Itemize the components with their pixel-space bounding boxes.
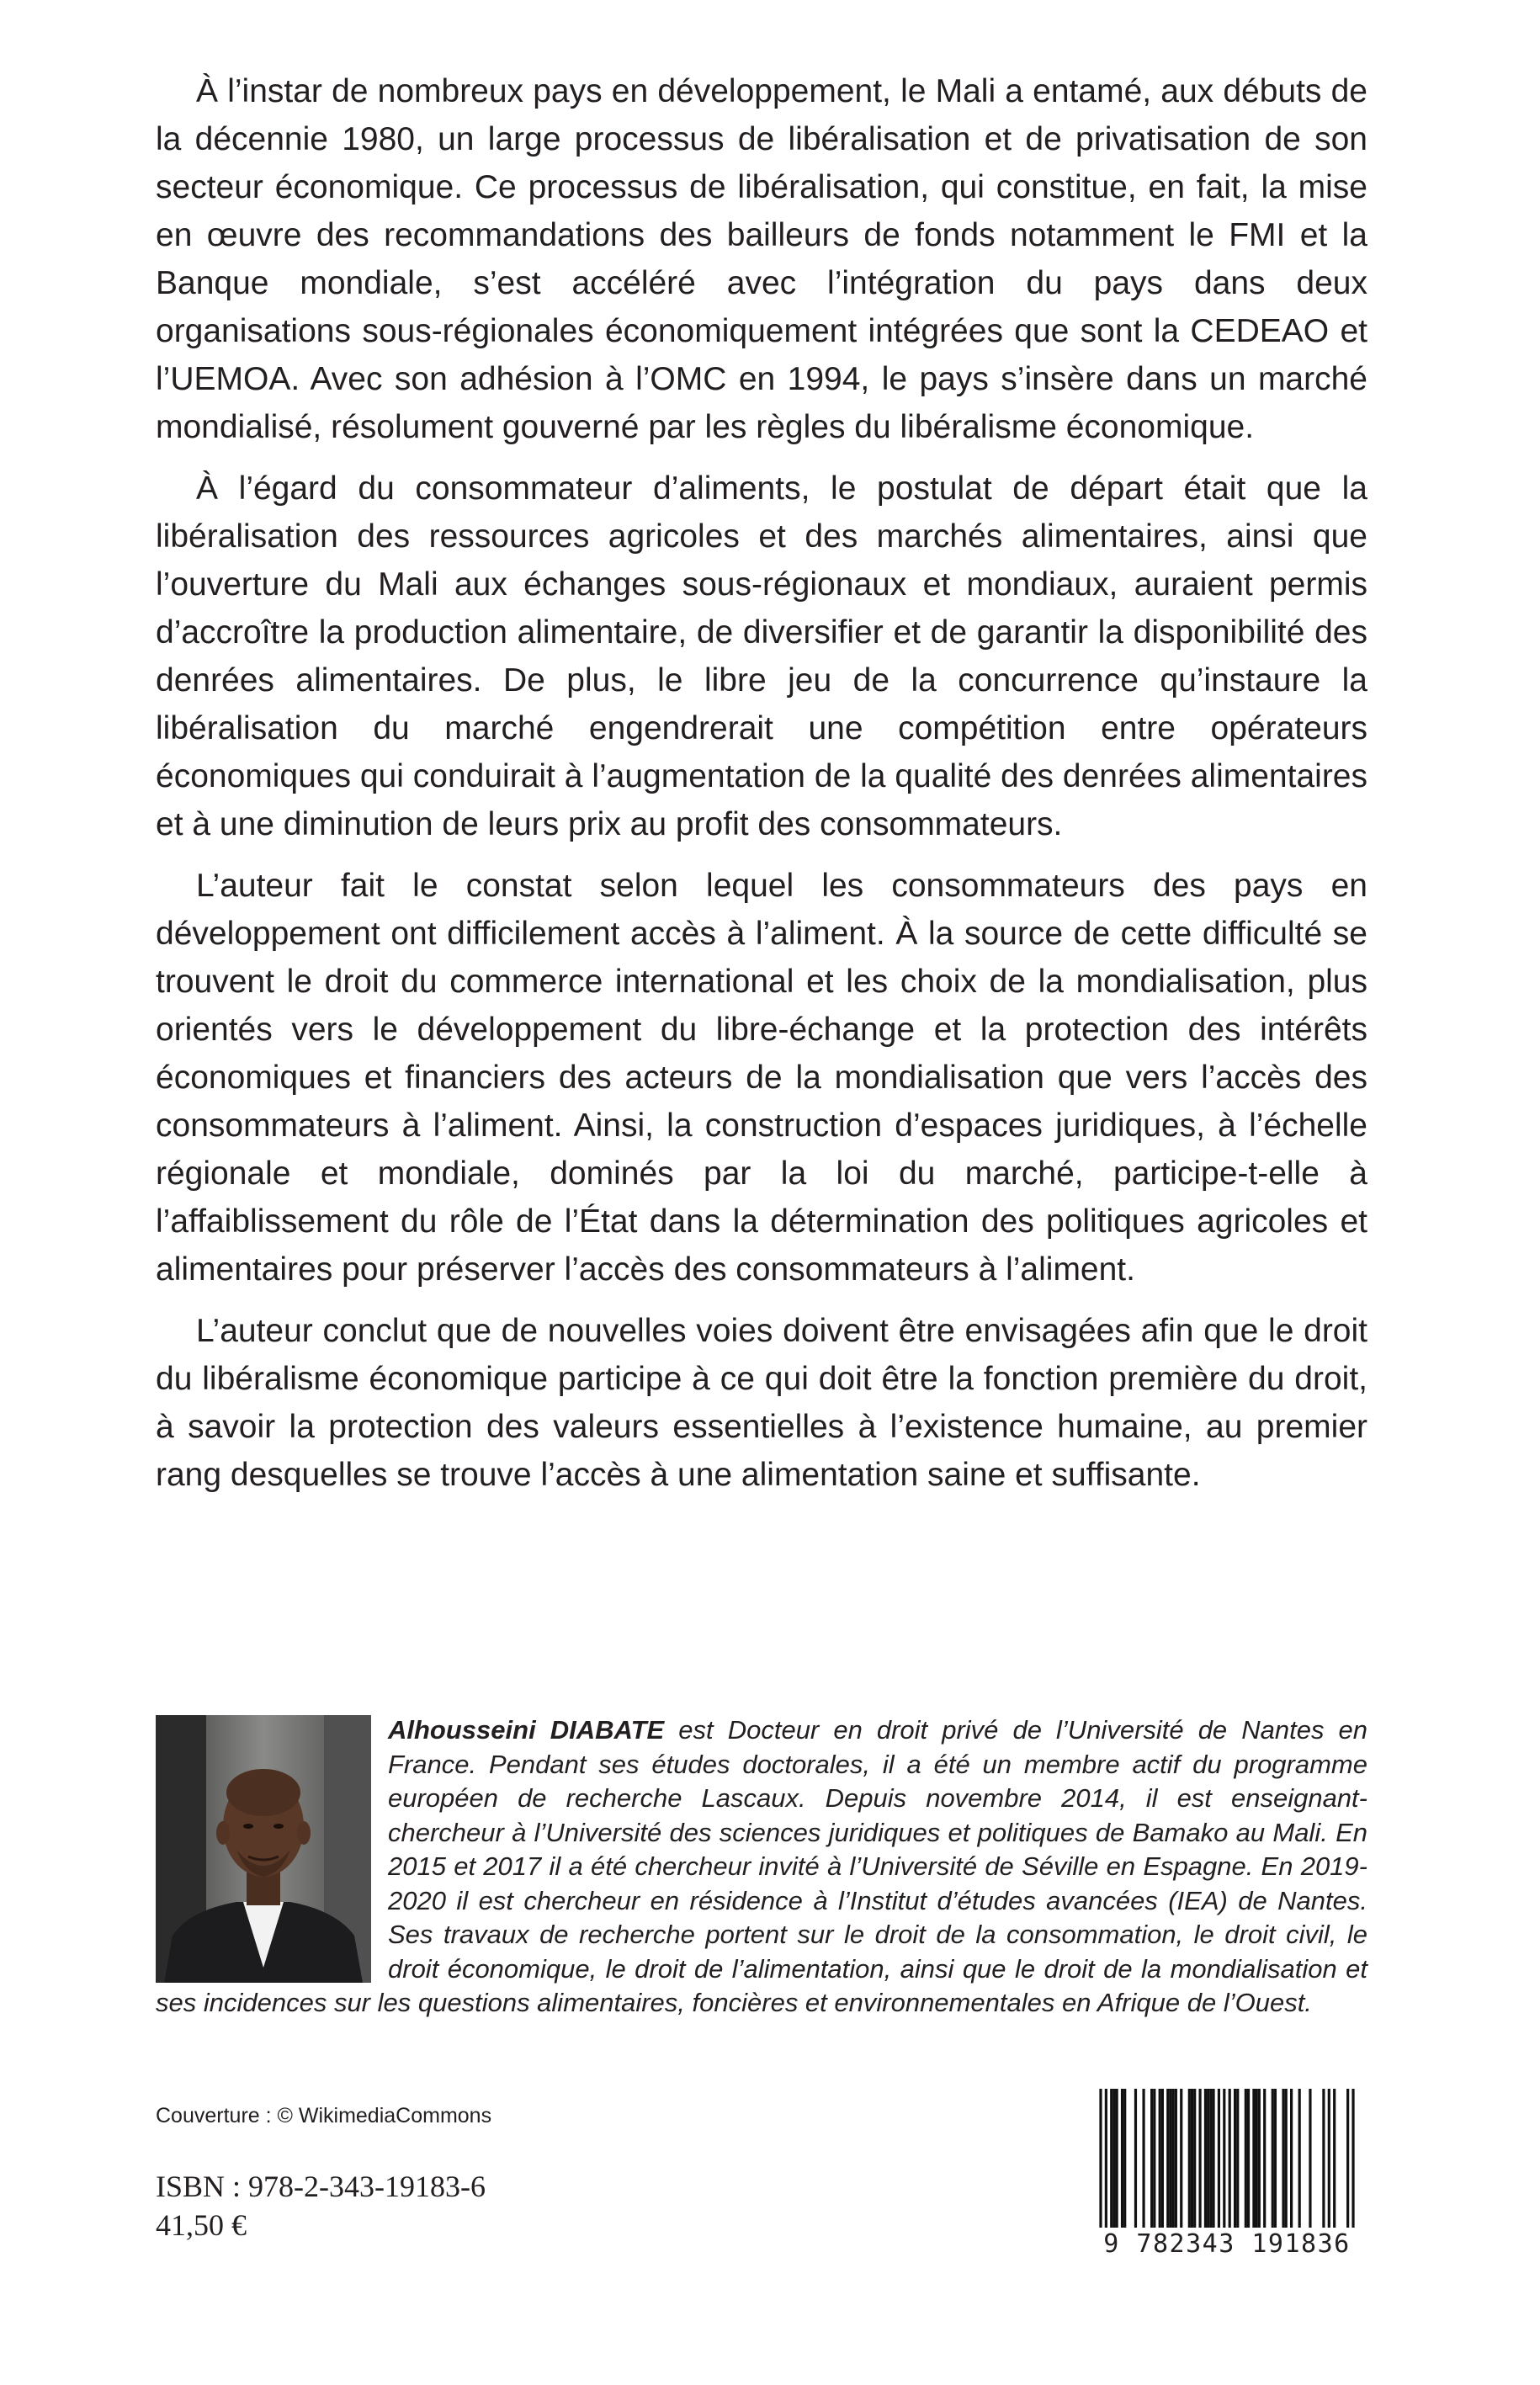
author-bio-paragraph bbox=[156, 1713, 1367, 2021]
barcode-bar bbox=[1198, 2089, 1201, 2228]
barcode-bar bbox=[1150, 2089, 1153, 2228]
barcode-bar bbox=[1175, 2089, 1177, 2228]
barcode-bar bbox=[1209, 2089, 1212, 2228]
summary-paragraph-1: À l’instar de nombreux pays en développement, le Mali a entamé, aux débuts de la décennie 1980, un large processus de libéralisation et de privatisation de son secteur économique. Ce processus de libéralisation, qui constitue, en fait, la mise en œuvre des recommandations des bailleurs de fonds notamment le FMI et la Banque mondiale, s’est accéléré avec l’intégration du pays dans deux organisations sous-régionales économiquement intégrées que sont la CEDEAO et l’UEMOA. Avec son adhésion à l’OMC en 1994, le pays s’insère dans un marché mondialisé, résolument gouverné par les règles du libéralisme économique. bbox=[156, 73, 1367, 445]
barcode-bar bbox=[1272, 2089, 1274, 2228]
barcode-bar bbox=[1142, 2089, 1144, 2228]
barcode-bars-image bbox=[1094, 2089, 1360, 2236]
barcode-bar bbox=[1282, 2089, 1284, 2228]
barcode-bar bbox=[1322, 2089, 1325, 2228]
barcode-bar bbox=[1113, 2089, 1115, 2228]
barcode-bar bbox=[1309, 2089, 1311, 2228]
summary-paragraph-2: À l’égard du consommateur d’aliments, le postulat de départ était que la libéralisation des ressources agricoles et des marchés alimentaires, ainsi que l’ouverture du Mali aux échanges sous-régionaux et mondiaux, auraient permis d’accroître la production alimentaire, de diversifier et de garantir la disponibilité des denrées alimentaires. De plus, le libre jeu de la concurrence qu’instaure la libéralisation du marché engendrerait une compétition entre opérateurs économiques qui conduirait à l’augmentation de la qualité des denrées alimentaires et à une diminution de leurs prix au profit des consommateurs. bbox=[156, 470, 1367, 842]
barcode-bar bbox=[1099, 2089, 1102, 2236]
barcode-bar bbox=[1247, 2089, 1250, 2228]
barcode-bar bbox=[1116, 2089, 1118, 2228]
barcode-bar bbox=[1285, 2089, 1288, 2228]
barcode-bar bbox=[1351, 2089, 1354, 2236]
author-bio-text: est Docteur en droit privé de l’Université de Nantes en France. Pendant ses études doctorales, il a été un membre actif du programme européen de recherche Lascaux. Depuis novembre 2014, il est enseignant-chercheur à l’Université des sciences juridiques et politiques de Bamako au Mali. En 2015 et 2017 il a été chercheur invité à l’Université de Séville en Espagne. En 2019-2020 il est chercheur en résidence à l’Institut d’études avancées (IEA) de Nantes. Ses travaux de recherche portent sur le droit de la consommation, le droit civil, le droit économique, le droit de l’alimentation, ainsi que le droit de la mondialisation et ses incidences sur les questions alimentaires, foncières et environnementales en Afrique de l’Ouest. bbox=[156, 1715, 1368, 2017]
isbn: ISBN : 978-2-343-19183-6 bbox=[156, 2170, 486, 2203]
barcode-bar bbox=[1223, 2089, 1225, 2236]
barcode-bar bbox=[1258, 2089, 1261, 2228]
summary-paragraph-4: L’auteur conclut que de nouvelles voies doivent être envisagées afin que le droit du libéralisme économique participe à ce qui doit être la fonction première du droit, à savoir la protection des valeurs essentielles à l’existence humaine, au premier rang desquelles se trouve l’accès à une alimentation saine et suffisante. bbox=[156, 1313, 1367, 1493]
barcode-bar bbox=[1256, 2089, 1258, 2228]
barcode-bar bbox=[1180, 2089, 1182, 2228]
barcode-bar bbox=[1263, 2089, 1266, 2228]
barcode-bar bbox=[1207, 2089, 1209, 2228]
barcode-bar bbox=[1290, 2089, 1293, 2228]
cover-credit: Couverture : © WikimediaCommons bbox=[156, 2104, 492, 2127]
barcode-bar bbox=[1333, 2089, 1336, 2228]
author-bio bbox=[156, 1713, 1367, 2021]
price: 41,50 € bbox=[156, 2208, 247, 2242]
barcode-bar bbox=[1166, 2089, 1169, 2228]
barcode-bar bbox=[1236, 2089, 1239, 2228]
barcode-bar bbox=[1159, 2089, 1161, 2228]
barcode-bar bbox=[1153, 2089, 1155, 2228]
barcode-bar bbox=[1204, 2089, 1207, 2228]
barcode-bar bbox=[1123, 2089, 1126, 2228]
barcode-bar bbox=[1245, 2089, 1247, 2228]
summary-paragraph-3: L’auteur fait le constat selon lequel les consommateurs des pays en développement ont difficilement accès à l’aliment. À la source de cette difficulté se trouvent le droit du commerce international et les choix de la mondialisation, plus orientés vers le développement du libre-échange et la protection des intérêts économiques et financiers des acteurs de la mondialisation que vers l’accès des consommateurs à l’aliment. Ainsi, la construction d’espaces juridiques, à l’échelle régionale et mondiale, dominés par la loi du marché, participe-t-elle à l’affaiblissement du rôle de l’État dans la détermination des politiques agricoles et alimentaires pour préserver l’accès des consommateurs à l’aliment. bbox=[156, 868, 1367, 1288]
back-cover-summary bbox=[156, 67, 1367, 1512]
barcode-bar bbox=[1161, 2089, 1164, 2228]
barcode-bar bbox=[1229, 2089, 1231, 2236]
barcode-bar bbox=[1172, 2089, 1175, 2228]
barcode-bar bbox=[1134, 2089, 1137, 2228]
barcode-bar bbox=[1346, 2089, 1349, 2236]
barcode-bar bbox=[1169, 2089, 1171, 2228]
barcode-bar bbox=[1252, 2089, 1255, 2228]
barcode-bar bbox=[1105, 2089, 1107, 2236]
author-name: Alhousseini DIABATE bbox=[388, 1715, 665, 1745]
photo-spacer bbox=[156, 1713, 388, 1984]
barcode-bar bbox=[1328, 2089, 1330, 2228]
barcode-bar bbox=[1193, 2089, 1196, 2228]
barcode-digits: 9 782343 191836 bbox=[1094, 2228, 1360, 2261]
barcode-bar bbox=[1110, 2089, 1113, 2228]
barcode-bar bbox=[1212, 2089, 1214, 2228]
barcode-bar bbox=[1298, 2089, 1301, 2228]
barcode-bar bbox=[1188, 2089, 1191, 2228]
barcode-bar bbox=[1274, 2089, 1277, 2228]
barcode-bar bbox=[1234, 2089, 1236, 2228]
barcode-bar bbox=[1121, 2089, 1123, 2228]
barcode-bar bbox=[1218, 2089, 1220, 2228]
barcode-bar bbox=[1191, 2089, 1193, 2228]
barcode bbox=[1094, 2089, 1360, 2270]
